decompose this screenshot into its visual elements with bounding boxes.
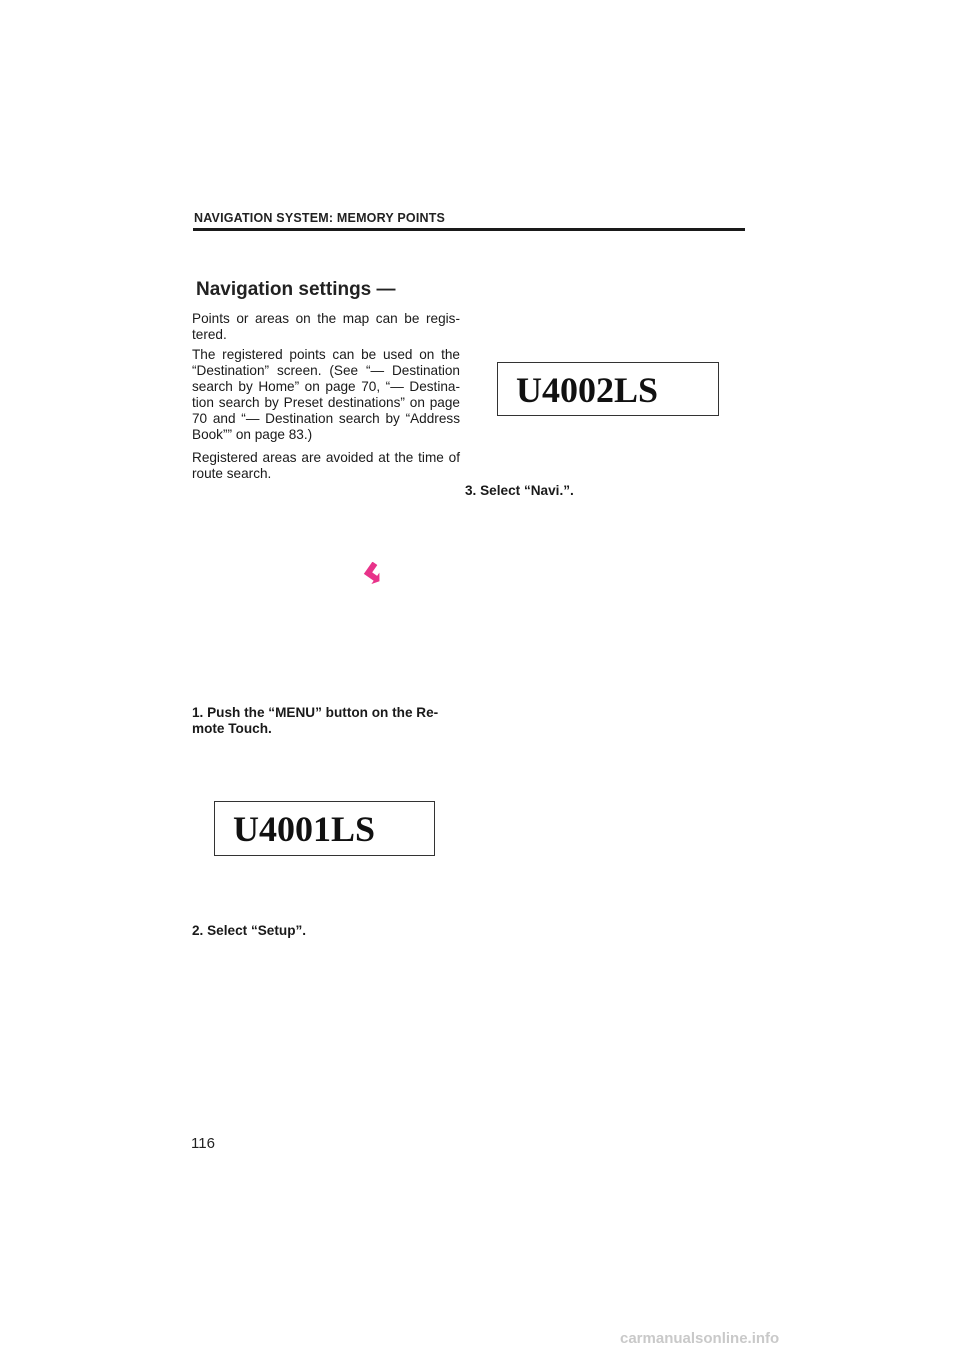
figure-u4001ls (214, 801, 435, 856)
footer-watermark: carmanualsonline.info (620, 1330, 780, 1347)
page-number: 116 (191, 1135, 215, 1152)
running-header: NAVIGATION SYSTEM: MEMORY POINTS (194, 211, 446, 225)
avoid-paragraph: Registered areas are avoided at the time of route search. (192, 450, 460, 481)
usage-paragraph: The registered points can be used on the “Destination” screen. (See “— Destination search by Home” on page 70, “— Destina-tion search by Preset destinations” on page 70 and “— Destination search by “Address Book”” on page 83.) (192, 347, 460, 442)
intro-paragraph: Points or areas on the map can be regis-tered. (192, 311, 460, 342)
step-2: 2. Select “Setup”. (192, 923, 307, 938)
header-rule (193, 228, 745, 231)
figure-u4002ls (497, 362, 719, 416)
down-right-arrow-icon (363, 562, 383, 584)
step-3: 3. Select “Navi.”. (465, 483, 574, 498)
section-title: Navigation settings — (196, 279, 396, 300)
figure-code: U4002LS (516, 370, 659, 410)
figure-code: U4001LS (233, 809, 376, 849)
step-1: 1. Push the “MENU” button on the Re-mote Touch. (192, 705, 439, 736)
